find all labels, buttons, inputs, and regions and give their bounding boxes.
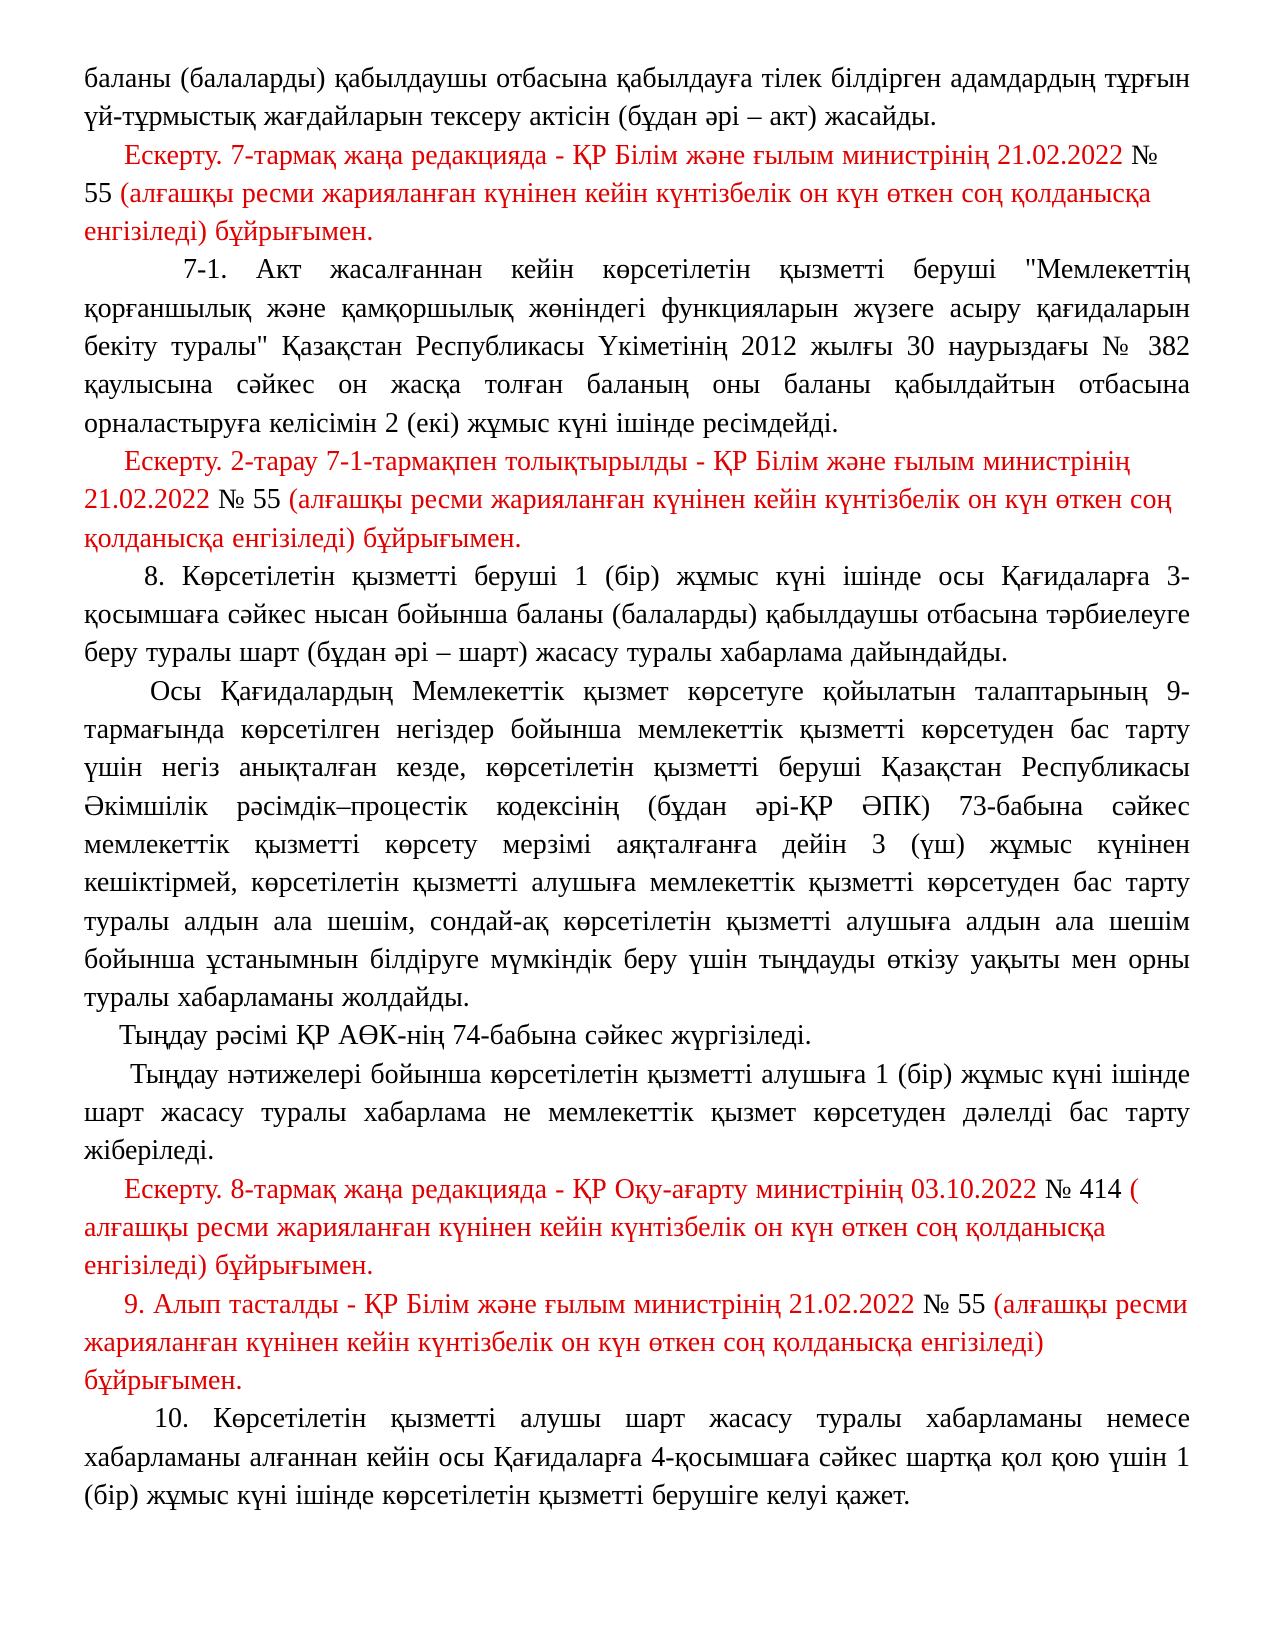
paragraph bbox=[84, 1286, 1190, 1401]
paragraph bbox=[84, 1400, 1190, 1515]
text-segment: № 55 bbox=[218, 484, 289, 516]
text-segment: Тыңдау нәтижелері бойынша көрсетілетін қызметті алушыға 1 (бір) жұмыс күні ішінде шарт жасасу туралы хабарлама не мемлекеттік қызмет көрсетуден дәлелді бас тарту жіберіледі. bbox=[84, 1058, 1190, 1167]
text-segment: (алғашқы ресми жарияланған күнінен кейін күнтізбелік он күн өткен соң қолданысқа енгізіледі) бұйрығымен. bbox=[84, 177, 1151, 248]
paragraph bbox=[84, 443, 1190, 558]
text-segment: баланы (балаларды) қабылдаушы отбасына қабылдауға тілек білдірген адамдардың тұрғын үй-тұрмыстық жағдайларын тексеру актісін (бұдан әрі – акт) жасайды. bbox=[84, 63, 1190, 133]
paragraph bbox=[84, 60, 1190, 137]
text-segment: Ескерту. 7-тармақ жаңа редакцияда - ҚР Білім және ғылым министрінің 21.02.2022 bbox=[124, 139, 1132, 171]
document-content bbox=[84, 60, 1190, 1515]
paragraph bbox=[84, 558, 1190, 673]
paragraph bbox=[84, 673, 1190, 1018]
text-segment: (алғашқы ресми жарияланған күнінен кейін күнтізбелік он күн өткен соң қолданысқа енгізіледі) бұйрығымен. bbox=[84, 1288, 1188, 1397]
text-segment: Ескерту. 2-тарау 7-1-тармақпен толықтырылды - ҚР Білім және ғылым министрінің 21.02.2022 bbox=[84, 445, 1130, 516]
text-segment: № 55 bbox=[922, 1288, 994, 1320]
text-segment: 10. Көрсетілетін қызметті алушы шарт жасасу туралы хабарламаны немесе хабарламаны алғаннан кейін осы Қағидаларға 4-қосымшаға сәйкес шартқа қол қою үшін 1 (бір) жұмыс күні ішінде көрсетілетін қызметті берушіге келуі қажет. bbox=[84, 1403, 1190, 1511]
text-segment: Тыңдау рәсімі ҚР АӨК-нің 74-бабына сәйкес жүргізіледі. bbox=[119, 1020, 812, 1052]
paragraph bbox=[84, 1017, 1190, 1055]
text-segment: Осы Қағидалардың Мемлекеттік қызмет көрсетуге қойылатын талаптарының 9-тармағында көрсетілген негіздер бойынша мемлекеттік қызметті көрсетуден бас тарту үшін негіз анықталған кезде, көрсетілетін қызметті беруші Қазақстан Республикасы Әкімшілік рәсімдік–процестік кодексінің (бұдан әрі-ҚР ӘПК) 73-бабына сәйкес мемлекеттік қызметті көрсету мерзімі аяқталғанға дейін 3 (үш) жұмыс күнінен кешіктірмей, көрсетілетін қызметті алушыға мемлекеттік қызметті көрсетуден бас тарту туралы алдын ала шешім, сондай-ақ көрсетілетін қызметті алушыға алдын ала шешім бойынша ұстанымнын білдіруге мүмкіндік беру үшін тыңдауды өткізу уақыты мен орны туралы хабарламаны жолдайды. bbox=[84, 675, 1190, 1014]
text-segment: (алғашқы ресми жарияланған күнінен кейін күнтізбелік он күн өткен соң қолданысқа енгізіледі) бұйрығымен. bbox=[84, 484, 1172, 554]
paragraph bbox=[84, 1171, 1190, 1286]
paragraph bbox=[84, 251, 1190, 442]
text-segment: Ескерту. 8-тармақ жаңа редакцияда - ҚР Оқу-ағарту министрінің 03.10.2022 bbox=[124, 1173, 1045, 1205]
text-segment: № 55 bbox=[84, 139, 1158, 209]
text-segment: ( алғашқы ресми жарияланған күнінен кейін күнтізбелік он күн өткен соң қолданысқа енгізіледі) бұйрығымен. bbox=[84, 1173, 1139, 1282]
paragraph bbox=[84, 137, 1190, 252]
text-segment: 9. Алып тасталды - ҚР Білім және ғылым министрінің 21.02.2022 bbox=[124, 1288, 923, 1320]
text-segment: 7-1. Акт жасалғаннан кейін көрсетілетін қызметті беруші "Мемлекеттің қорғаншылық және қамқоршылық жөніндегі функцияларын жүзеге асыру қағидаларын бекіту туралы" Қазақстан Республикасы Үкіметінің 2012 жылғы 30 наурыздағы № 382 қаулысына сәйкес он жасқа толған баланың оны баланы қабылдайтын отбасына орналастыруға келісімін 2 (екі) жұмыс күні ішінде ресімдейді. bbox=[84, 254, 1190, 439]
paragraph bbox=[84, 1056, 1190, 1171]
text-segment: 8. Көрсетілетін қызметті беруші 1 (бір) жұмыс күні ішінде осы Қағидаларға 3-қосымшаға сәйкес нысан бойынша баланы (балаларды) қабылдаушы отбасына тәрбиелеуге беру туралы шарт (бұдан әрі – шарт) жасасу туралы хабарлама дайындайды. bbox=[84, 560, 1190, 669]
text-segment: № 414 bbox=[1044, 1173, 1130, 1205]
